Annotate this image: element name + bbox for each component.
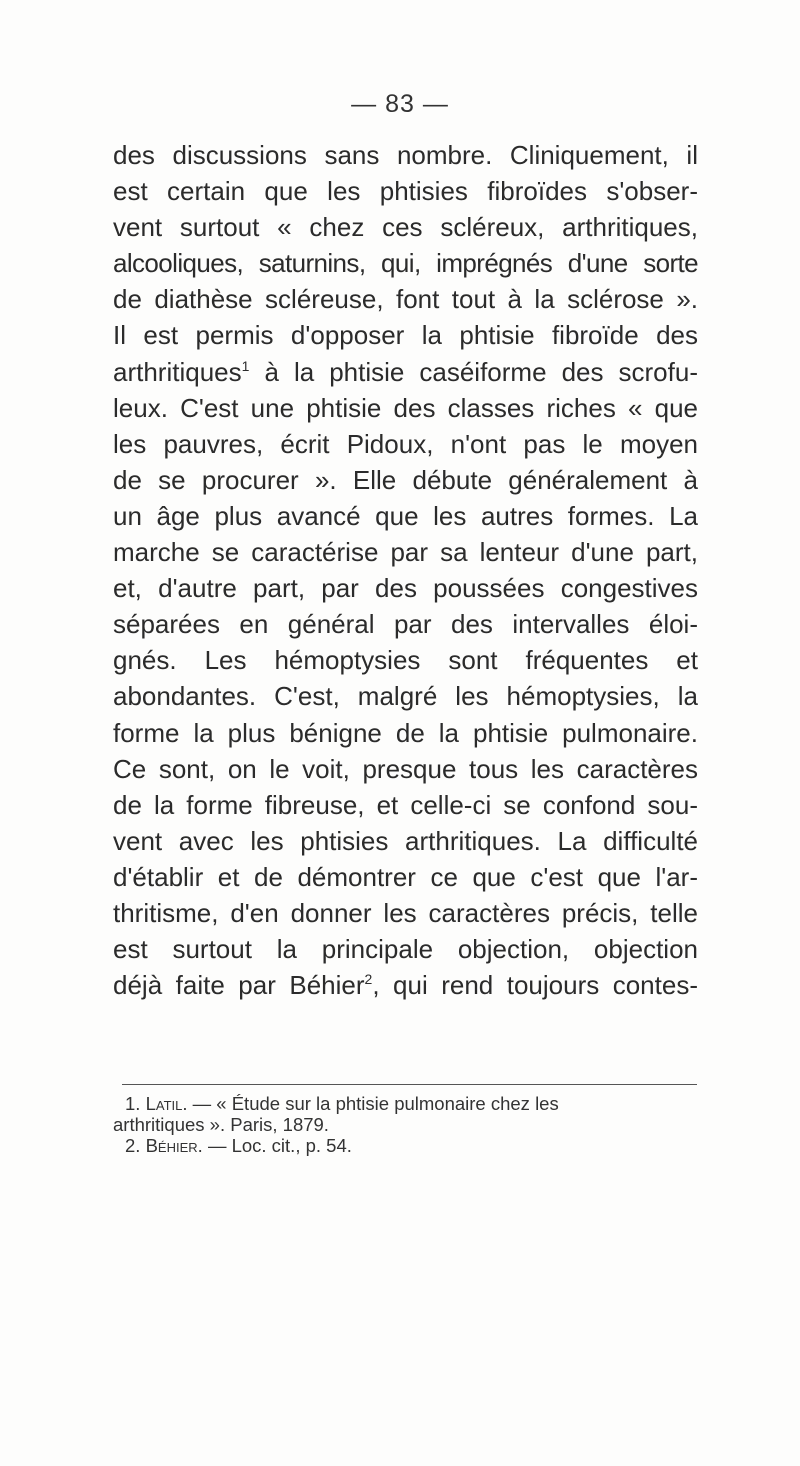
text-line: thritisme, d'en donner les caractères précis, telle [113, 897, 698, 928]
text-line: abondantes. C'est, malgré les hémoptysies, la [113, 681, 698, 712]
text-line: de la forme fibreuse, et celle-ci se confond sou- [113, 789, 698, 820]
text-segment: , qui rend toujours contes- [372, 970, 698, 1001]
text-line: de diathèse scléreuse, font tout à la sclérose ». [113, 284, 698, 315]
footnote-divider [122, 1084, 697, 1085]
main-text [113, 137, 698, 1003]
footnote-text: — « Étude sur la phtisie pulmonaire chez les [192, 1093, 559, 1114]
text-line: séparées en général par des intervalles éloi- [113, 609, 698, 640]
text-line: d'établir et de démontrer ce que c'est que l'ar- [113, 861, 698, 892]
text-line: alcooliques, saturnins, qui, imprégnés d'une sorte [113, 248, 698, 279]
footnote-number: 1. [125, 1093, 141, 1114]
footnote-author: Béhier. [145, 1135, 203, 1156]
text-segment: déjà faite par Béhier [113, 970, 365, 1001]
footnote-1 [113, 1093, 698, 1114]
text-line: les pauvres, écrit Pidoux, n'ont pas le moyen [113, 428, 698, 459]
text-line-with-note [113, 967, 698, 1003]
text-line: et, d'autre part, par des poussées congestives [113, 573, 698, 604]
footnote-author: Latil. [145, 1093, 188, 1114]
text-line: forme la plus bénigne de la phtisie pulmonaire. [113, 717, 698, 748]
text-line: gnés. Les hémoptysies sont fréquentes et [113, 645, 698, 676]
footnote-text: — Loc. cit., p. 54. [207, 1135, 352, 1156]
text-line: des discussions sans nombre. Cliniquement, il [113, 140, 698, 170]
footnote-ref-1: 1 [241, 357, 250, 374]
text-line: de se procurer ». Elle débute généralement à [113, 464, 698, 495]
footnote-ref-2: 2 [364, 971, 373, 988]
text-line: est surtout la principale objection, objection [113, 934, 698, 965]
text-segment: arthritiques [113, 356, 242, 387]
text-line: vent avec les phtisies arthritiques. La difficulté [113, 825, 698, 856]
text-line: un âge plus avancé que les autres formes. La [113, 500, 698, 531]
text-line: Il est permis d'opposer la phtisie fibroïde des [113, 320, 698, 351]
text-line-with-note [113, 354, 698, 390]
page-number: — 83 — [351, 90, 449, 118]
footnote-number: 2. [125, 1135, 141, 1156]
text-line: Ce sont, on le voit, presque tous les caractères [113, 753, 698, 784]
footnote-2 [113, 1135, 698, 1156]
text-line: marche se caractérise par sa lenteur d'une part, [113, 537, 698, 568]
text-line: leux. C'est une phtisie des classes riches « que [113, 392, 698, 423]
footnotes [113, 1093, 698, 1156]
footnote-1-continued: arthritiques ». Paris, 1879. [113, 1114, 329, 1135]
text-segment: à la phtisie caséiforme des scrofu- [264, 356, 698, 387]
text-line: est certain que les phtisies fibroïdes s'obser- [113, 176, 698, 207]
text-line: vent surtout « chez ces scléreux, arthritiques, [113, 212, 698, 243]
